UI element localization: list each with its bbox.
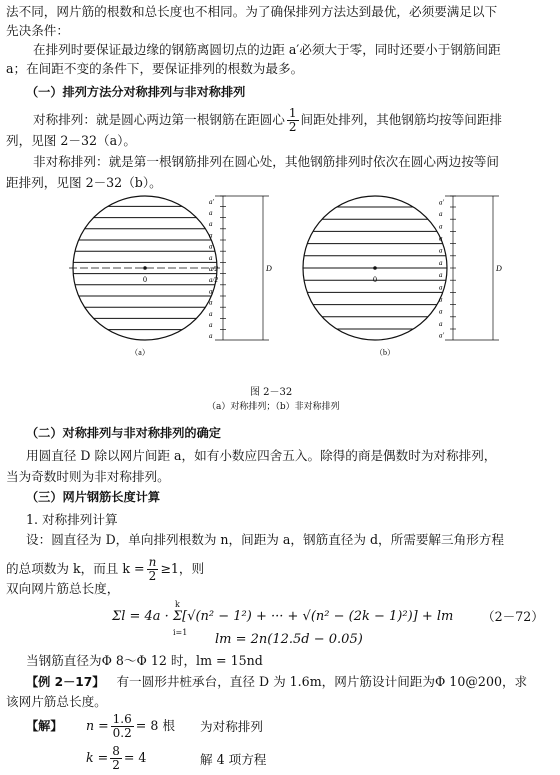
section-2-heading: （二）对称排列与非对称排列的确定 (26, 426, 221, 440)
figure-a-label: （a） (130, 348, 150, 357)
spacing-label: a′ (439, 331, 445, 340)
center-point (373, 266, 377, 270)
spacing-label: a (439, 222, 443, 231)
spacing-label: a (439, 246, 443, 255)
center-point (143, 266, 147, 270)
solution-n: n = $\frac{1.6}{0.2}$ = 8 根 (86, 712, 175, 740)
section-3-heading: （三）网片钢筋长度计算 (26, 490, 161, 504)
section-2-line-2: 当为奇数时则为非对称排列。 (6, 469, 170, 484)
figure-a-symmetric (69, 196, 272, 340)
spacing-label: a′ (439, 198, 445, 207)
figure-b-label: （b） (375, 348, 395, 357)
spacing-label: a (439, 295, 443, 304)
spacing-label: a (209, 253, 213, 262)
example-line-2: 该网片筋总长度。 (6, 694, 107, 709)
spacing-label: a (209, 287, 213, 296)
half-fraction: $\frac{1}{2}$ (288, 106, 297, 134)
example-line-1: 【例 2－17】 有一圆形井桩承台，直径 D 为 1.6m，网片筋设计间距为Φ 10@200，求 (26, 674, 528, 689)
section-3-line-2: 的总项数为 k，而且 k = $\frac{n}{2}$ ≥1，则 (6, 555, 205, 583)
spacing-label: a (439, 210, 443, 219)
spacing-label: a (209, 321, 213, 329)
sym-definition-line-1: 对称排列：就是圆心两边第一根钢筋在距圆心 $\frac{1}{2}$ 间距处排列，其他钢筋均按等间距排 (33, 106, 503, 134)
spacing-label: a (439, 234, 443, 243)
intro-line-2: 先决条件： (6, 23, 69, 38)
spacing-label: a (439, 258, 443, 267)
section-3-subheading: 1. 对称排列计算 (26, 512, 118, 527)
formula-2-72: Σl = 4a · Σ[√(n² − 1²) + ··· + √(n² − (2k − 1)²)] + lm (112, 609, 454, 624)
diameter-label: D (266, 264, 272, 273)
spacing-label: a (209, 231, 213, 240)
section-2-line-1: 用圆直径 D 除以网片间距 a，如有小数应四舍五入。除得的商是偶数时为对称排列， (26, 448, 497, 463)
asym-definition-line-1: 非对称排列：就是第一根钢筋排列在圆心处，其他钢筋排列时依次在圆心两边按等间 (33, 154, 499, 169)
spacing-label: a (439, 307, 443, 316)
figure-b-asymmetric (303, 196, 502, 340)
section-1-heading: （一）排列方法分对称排列与非对称排列 (26, 85, 246, 99)
center-label: 0 (143, 275, 147, 284)
sym-definition-line-2: 列，见图 2－32（a）。 (6, 133, 136, 148)
intro-line-1: 法不同，网片筋的根数和总长度也不相同。为了确保排列方法达到最优，必须要满足以下 (6, 4, 498, 19)
spacing-label: a (439, 283, 443, 292)
spacing-label: a (209, 331, 213, 340)
asym-definition-line-2: 距排列，见图 2－32（b）。 (6, 175, 162, 190)
section-3-line-4: 当钢筋直径为Φ 8～Φ 12 时，lm = 15nd (26, 653, 263, 668)
solution-k: k = $\frac{8}{2}$ = 4 (86, 744, 147, 772)
formula-lm: lm = 2n(12.5d − 0.05) (215, 632, 363, 647)
spacing-label: a (209, 242, 213, 251)
solution-k-note: 解 4 项方程 (200, 752, 267, 767)
sum-lower-index: i=1 (173, 628, 188, 637)
figure-caption: （a）对称排列；（b）非对称排列 (207, 402, 340, 412)
section-3-line-3: 双向网片筋总长度， (6, 581, 120, 596)
sum-upper-index: k (175, 600, 180, 609)
spacing-label: a/2 (209, 265, 218, 273)
k-fraction: $\frac{n}{2}$ (148, 555, 157, 583)
spacing-label: a (209, 309, 213, 318)
spacing-label: a (439, 319, 443, 328)
center-label: 0 (373, 275, 377, 284)
intro-line-3: 在排列时要保证最边缘的钢筋离圆切点的边距 a′必须大于零，同时还要小于钢筋间距 (33, 42, 501, 57)
spacing-label: a/2 (209, 276, 218, 285)
solution-label: 【解】 (26, 719, 63, 733)
spacing-label: a (209, 220, 213, 229)
formula-number: （2－72） (482, 609, 544, 624)
solution-n-note: 为对称排列 (200, 719, 263, 734)
spacing-label: a (209, 209, 213, 217)
spacing-label: a (439, 271, 443, 280)
figure-number: 图 2－32 (250, 387, 293, 398)
intro-line-4: a；在间距不变的条件下，要保证排列的根数为最多。 (6, 61, 304, 76)
spacing-label: a (209, 298, 213, 307)
spacing-label: a′ (209, 198, 215, 207)
section-3-line-1: 设：圆直径为 D，单向排列根数为 n，间距为 a，钢筋直径为 d，所需要解三角形方程 (26, 532, 504, 547)
diameter-label: D (496, 264, 502, 273)
